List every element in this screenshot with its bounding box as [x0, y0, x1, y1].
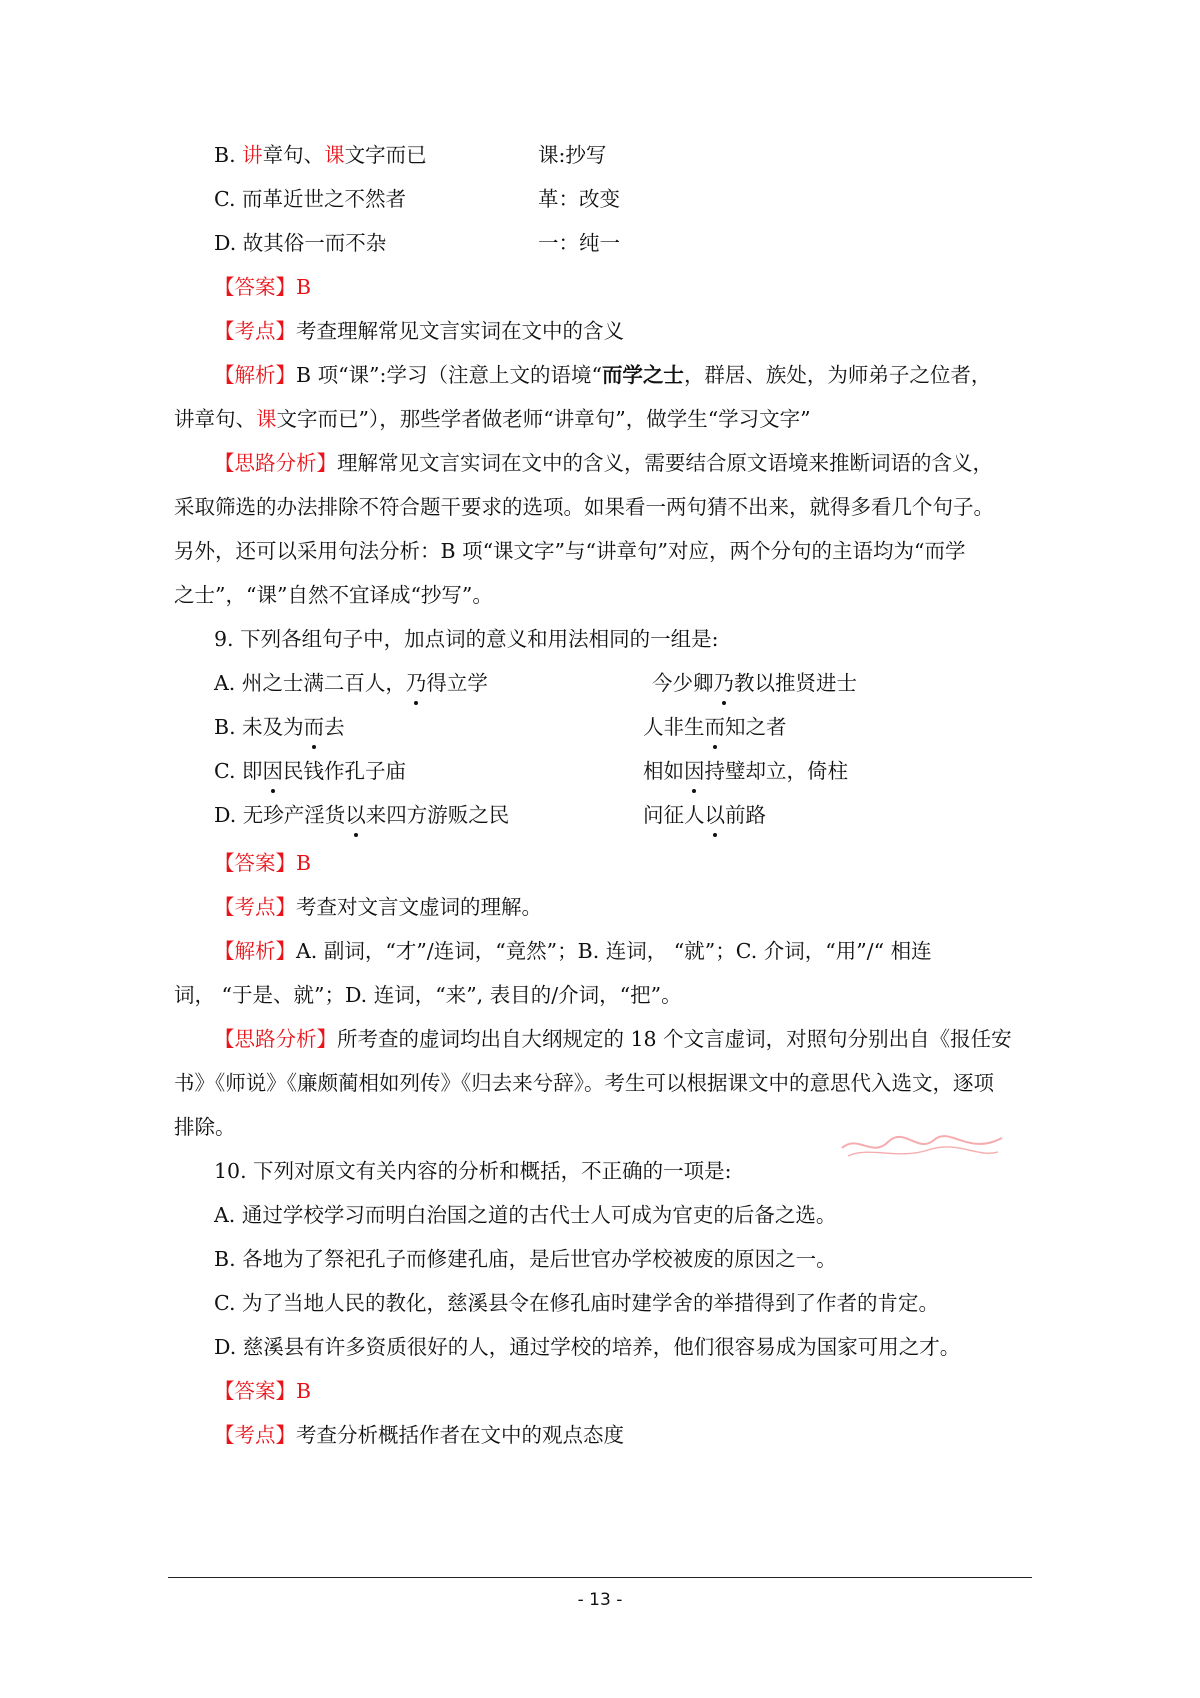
q9-silu-line-3: 排除。	[174, 1115, 236, 1139]
q10-option-a: A. 通过学校学习而明白治国之道的古代士人可成为官吏的后备之选。	[214, 1203, 837, 1227]
dotted-word: 而	[304, 712, 325, 742]
option-text: 人非生	[643, 715, 705, 739]
q9-option-c-left	[214, 756, 406, 786]
silu-tag: 【思路分析】	[214, 1027, 337, 1051]
q9-jiexi-line-1	[214, 936, 932, 966]
highlight-word: 讲	[242, 143, 263, 167]
kaodian-text: 考查分析概括作者在文中的观点态度	[296, 1423, 624, 1447]
q8-silu-line-1	[214, 448, 993, 478]
highlight-word: 课	[256, 407, 277, 431]
option-text: C. 即	[214, 759, 263, 783]
option-text: 问征人	[643, 803, 705, 827]
option-letter: B.	[214, 143, 243, 167]
jiexi-tag: 【解析】	[214, 939, 296, 963]
q10-kaodian	[214, 1420, 624, 1450]
kaodian-text: 考查对文言文虚词的理解。	[296, 895, 542, 919]
kaodian-tag: 【考点】	[214, 319, 296, 343]
q8-jiexi-line-1	[214, 360, 991, 390]
jiexi-bold-text: 而学之士	[601, 363, 684, 387]
footer-divider	[168, 1577, 1032, 1578]
jiexi-tag: 【解析】	[214, 363, 296, 387]
page-number: - 13 -	[577, 1590, 623, 1610]
q8-option-d-gloss: 一：纯一	[538, 231, 620, 255]
option-text: D. 无珍产淫货	[214, 803, 346, 827]
dotted-word: 以	[345, 800, 366, 830]
q8-answer	[214, 272, 311, 302]
q9-answer	[214, 848, 311, 878]
option-text: 教以推贤进士	[734, 671, 857, 695]
dotted-word: 乃	[714, 668, 735, 698]
q10-option-d: D. 慈溪县有许多资质很好的人，通过学校的培养，他们很容易成为国家可用之才。	[214, 1335, 961, 1359]
jiexi-text: ，群居、族处，为师弟子之位者，	[683, 363, 992, 387]
silu-text: 理解常见文言实词在文中的含义，需要结合原文语境来推断词语的含义，	[337, 451, 993, 475]
answer-value: B	[296, 1379, 312, 1403]
q8-option-d: D. 故其俗一而不杂	[214, 231, 387, 255]
option-text: 今少卿	[652, 671, 714, 695]
answer-tag: 【答案】	[214, 1379, 296, 1403]
dotted-word: 因	[263, 756, 284, 786]
q8-option-c: C. 而革近世之不然者	[214, 187, 406, 211]
jiexi-text: 讲章句、	[174, 407, 256, 431]
dotted-word: 因	[684, 756, 705, 786]
q9-option-b-right	[643, 712, 787, 742]
q9-option-c-right	[643, 756, 848, 786]
q8-silu-line-4: 之士”，“课”自然不宜译成“抄写”。	[174, 583, 493, 607]
q8-option-c-gloss: 革：改变	[538, 187, 620, 211]
dotted-word: 以	[705, 800, 726, 830]
jiexi-text: B 项“课”:学习（注意上文的语境“	[296, 363, 602, 387]
q9-option-d-right	[643, 800, 766, 830]
q8-option-b-gloss: 课:抄写	[538, 143, 607, 167]
q10-stem: 10. 下列对原文有关内容的分析和概括，不正确的一项是:	[214, 1159, 732, 1183]
option-text: 知之者	[725, 715, 787, 739]
q8-silu-line-3: 另外，还可以采用句法分析：B 项“课文字”与“讲章句”对应，两个分句的主语均为“而学	[174, 539, 966, 563]
q9-kaodian	[214, 892, 542, 922]
jiexi-text: A. 副词，“才”/连词，“竟然”；B. 连词， “就”；C. 介词，“用”/“ 相连	[296, 939, 932, 963]
dotted-word: 乃	[406, 668, 427, 698]
answer-tag: 【答案】	[214, 851, 296, 875]
option-text: 得立学	[426, 671, 488, 695]
dotted-word: 而	[705, 712, 726, 742]
q9-stem: 9. 下列各组句子中，加点词的意义和用法相同的一组是:	[214, 627, 719, 651]
q10-option-c: C. 为了当地人民的教化，慈溪县令在修孔庙时建学舍的举措得到了作者的肯定。	[214, 1291, 939, 1315]
q10-answer	[214, 1376, 311, 1406]
silu-tag: 【思路分析】	[214, 451, 337, 475]
q10-option-b: B. 各地为了祭祀孔子而修建孔庙，是后世官办学校被废的原因之一。	[214, 1247, 837, 1271]
jiexi-text: 文字而已”），那些学者做老师“讲章句”，做学生“学习文字”	[276, 407, 811, 431]
q8-jiexi-line-2	[174, 404, 811, 434]
answer-value: B	[296, 275, 312, 299]
option-text: 来四方游贩之民	[365, 803, 510, 827]
option-text: 前路	[725, 803, 766, 827]
option-text: 民钱作孔子庙	[283, 759, 406, 783]
watermark-mark	[838, 1128, 1006, 1162]
answer-tag: 【答案】	[214, 275, 296, 299]
kaodian-tag: 【考点】	[214, 895, 296, 919]
highlight-word: 课	[324, 143, 345, 167]
answer-value: B	[296, 851, 312, 875]
q9-option-a-left	[214, 668, 488, 698]
option-text: A. 州之士满二百人，	[214, 671, 406, 695]
q9-option-d-left	[214, 800, 509, 830]
option-text: 相如	[643, 759, 684, 783]
q9-option-b-left	[214, 712, 345, 742]
q8-silu-line-2: 采取筛选的办法排除不符合题干要求的选项。如果看一两句猜不出来，就得多看几个句子。	[174, 495, 994, 519]
q9-silu-line-1	[214, 1024, 1012, 1054]
option-text: 章句、	[262, 143, 325, 167]
option-text: 持璧却立，倚柱	[704, 759, 848, 783]
q9-silu-line-2: 书》《师说》《廉颇蔺相如列传》《归去来兮辞》。考生可以根据课文中的意思代入选文，逐项	[174, 1071, 994, 1095]
kaodian-text: 考查理解常见文言实词在文中的含义	[296, 319, 624, 343]
q8-option-b	[214, 140, 427, 170]
option-text: B. 未及为	[214, 715, 304, 739]
kaodian-tag: 【考点】	[214, 1423, 296, 1447]
q8-kaodian	[214, 316, 624, 346]
option-text: 去	[324, 715, 345, 739]
q9-option-a-right	[652, 668, 857, 698]
option-text: 文字而已	[344, 143, 427, 167]
silu-text: 所考查的虚词均出自大纲规定的 18 个文言虚词，对照句分别出自《报任安	[337, 1027, 1012, 1051]
q9-jiexi-line-2: 词， “于是、就”；D. 连词，“来”, 表目的/介词，“把”。	[174, 983, 682, 1007]
